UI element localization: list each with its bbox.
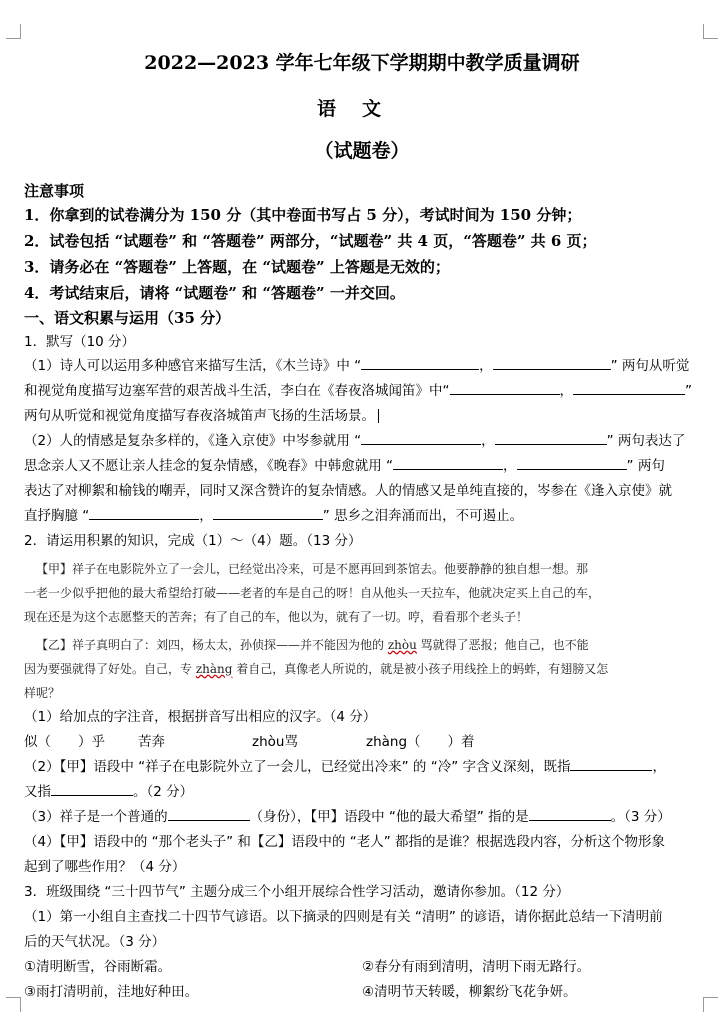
- question-2-sub-3: （3）祥子是一个普通的 （身份），【甲】语段中 “他的最大希望” 指的是 。（3 分）: [24, 805, 700, 830]
- crop-mark-bottom-left: [6, 997, 21, 1012]
- section-heading: 一、语文积累与运用（35 分）: [24, 309, 231, 327]
- question-2-sub-2: （2）【甲】语段中 “祥子在电影院外立了一会儿，已经觉出冷来” 的 “冷” 字含义深刻，既指 ， 又指 。（2 分）: [24, 755, 700, 805]
- subject-title: 语文: [316, 98, 407, 120]
- sayings-row: [24, 980, 700, 1005]
- notice-item: 1．你拿到的试卷满分为 150 分（其中卷面书写占 5 分），考试时间为 150 分钟；: [24, 206, 582, 224]
- exam-page: [24, 40, 700, 1005]
- answer-blank[interactable]: [213, 505, 323, 520]
- answer-blank[interactable]: [493, 355, 611, 370]
- word-item: zhòu骂: [252, 734, 298, 750]
- answer-blank[interactable]: [517, 455, 627, 470]
- paper-type: （试题卷）: [314, 140, 410, 162]
- excerpt-yi: 【乙】祥子真明白了：刘四，杨太太，孙侦探——并不能因为他的 zhòu 骂就得了恶报；他自己，也不能 因为要强就得了好处。自己，专 zhàng 着自己，真像老人所说的，就是被小孩子用线拴上的蚂蚱，有翅膀又怎 样呢？: [24, 638, 609, 700]
- word-item: 苦奔: [138, 734, 165, 750]
- notice-item: 3．请务必在 “答题卷” 上答题，在 “试题卷” 上答题是无效的；: [24, 258, 450, 276]
- answer-blank[interactable]: [361, 430, 481, 445]
- text-cursor: [378, 409, 379, 423]
- answer-blank[interactable]: [51, 781, 133, 796]
- saying-item: ③雨打清明前，洼地好种田。: [24, 984, 199, 1000]
- sayings-row: [24, 955, 700, 980]
- question-3-heading: 3．班级围绕 “三十四节气” 主题分成三个小组开展综合性学习活动，邀请你参加。（12 分）: [24, 884, 570, 900]
- pinyin-words: [24, 730, 700, 755]
- notice-heading: 注意事项: [24, 182, 85, 200]
- saying-item: ②春分有雨到清明，清明下雨无路行。: [362, 959, 591, 975]
- question-2-heading: 2．请运用积累的知识，完成（1）～（4）题。（13 分）: [24, 533, 362, 549]
- crop-mark-bottom-right: [703, 997, 718, 1012]
- answer-blank[interactable]: [361, 355, 479, 370]
- exam-title: 2022—2023 学年七年级下学期期中教学质量调研: [144, 52, 580, 74]
- word-item: zhàng（ ）着: [366, 734, 475, 750]
- crop-mark-top-right: [703, 24, 718, 39]
- answer-blank[interactable]: [450, 380, 560, 395]
- answer-blank[interactable]: [573, 380, 685, 395]
- question-1-heading: 1．默写（10 分）: [24, 334, 136, 350]
- notice-item: 2．试卷包括 “试题卷” 和 “答题卷” 两部分，“试题卷” 共 4 页，“答题卷” 共 6 页；: [24, 232, 597, 250]
- answer-blank[interactable]: [89, 505, 199, 520]
- excerpt-jia: 【甲】祥子在电影院外立了一会儿，已经觉出冷来，可是不愿再回到茶馆去。他要静静的独自想一想。那 一老一少似乎把他的最大希望给打破——老者的车是自己的呀！自从他头一天拉车，他就决定买上自己的车， 现在还是为这个志愿整天的苦奔；有了自己的车，他以为，就有了一切。哼，看看那个老头子！: [24, 562, 601, 624]
- saying-item: ①清明断雪，谷雨断霜。: [24, 959, 172, 975]
- question-2-sub-1: （1）给加点的字注音，根据拼音写出相应的汉字。（4 分）: [24, 709, 377, 725]
- word-item: 似（ ）乎: [24, 734, 105, 750]
- notice-item: 4．考试结束后，请将 “试题卷” 和 “答题卷” 一并交回。: [24, 284, 405, 302]
- question-1-part-2: （2）人的情感是复杂多样的，《逢入京使》中岑参就用 “ ， ” 两句表达了 思念亲人又不愿让亲人挂念的复杂情感，《晚春》中韩愈就用 “ ， ” 两句 表达了对柳絮和榆钱的嘲弄，同时又深含赞许的复杂情感。人的情感又是单纯直接的，岑参在《逢入京使》就 直抒胸臆 “ ， ” 思乡之泪奔涌而出，不可遏止。: [24, 429, 700, 529]
- answer-blank[interactable]: [529, 806, 611, 821]
- answer-blank[interactable]: [570, 756, 652, 771]
- crop-mark-top-left: [6, 24, 21, 39]
- question-2-sub-4: （4）【甲】语段中的 “那个老头子” 和【乙】语段中的 “老人” 都指的是谁？根据选段内容，分析这个物形象 起到了哪些作用？（4 分）: [24, 834, 665, 875]
- answer-blank[interactable]: [168, 806, 250, 821]
- saying-item: ④清明节天转暖，柳絮纷飞花争妍。: [362, 984, 577, 1000]
- answer-blank[interactable]: [495, 430, 607, 445]
- question-1-part-1: （1）诗人可以运用多种感官来描写生活，《木兰诗》中 “ ， ” 两句从听觉 和视觉角度描写边塞军营的艰苦战斗生活，李白在《春夜洛城闻笛》中“ ， ” 两句从听觉和视觉角度描写春夜洛城笛声飞扬的生活场景。: [24, 354, 700, 429]
- answer-blank[interactable]: [393, 455, 503, 470]
- question-3-sub-1: （1）第一小组自主查找二十四节气谚语。以下摘录的四则是有关 “清明” 的谚语，请你据此总结一下清明前 后的天气状况。（3 分）: [24, 909, 663, 950]
